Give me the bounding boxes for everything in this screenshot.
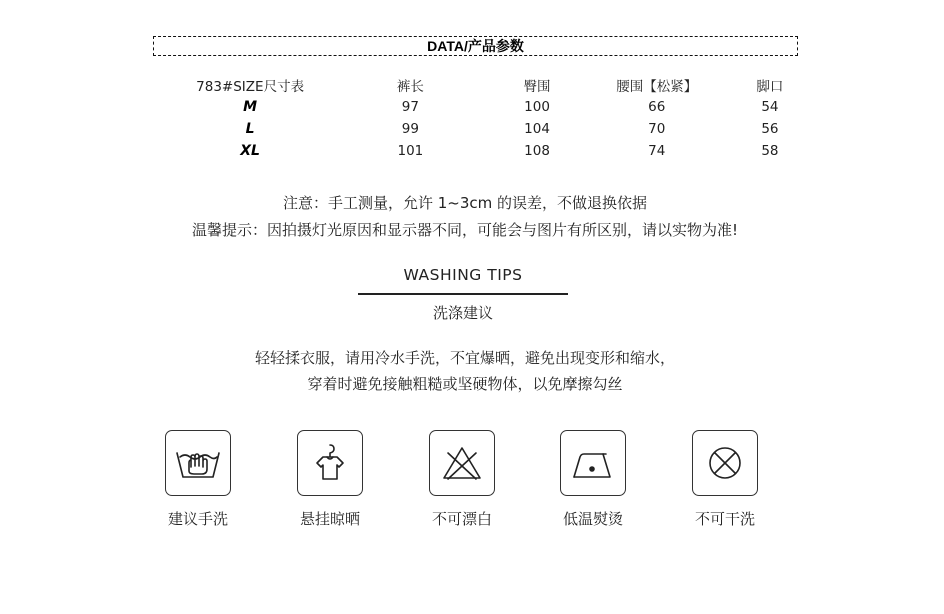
product-data-header [153, 36, 798, 56]
table-row [170, 96, 810, 118]
table-cell: 97 [401, 99, 419, 115]
table-cell: 74 [648, 143, 666, 159]
size-table [170, 74, 810, 162]
col-header-hip: 臀围 [523, 79, 551, 95]
care-icon-item [297, 430, 363, 528]
washing-tips-title: WASHING TIPS [403, 266, 523, 284]
low-iron-icon [560, 430, 626, 496]
table-cell: 100 [524, 99, 550, 115]
care-icon-item [165, 430, 231, 528]
washing-tips-subtitle: 洗涤建议 [432, 304, 493, 322]
table-cell: 101 [397, 143, 424, 159]
hang-dry-icon [297, 430, 363, 496]
table-cell: 66 [648, 99, 666, 115]
table-row [170, 118, 810, 140]
measurement-note: 注意：手工测量，允许 1~3cm 的误差，不做退换依据 [282, 194, 648, 212]
table-cell: 99 [401, 121, 419, 137]
care-label: 不可漂白 [431, 510, 492, 528]
table-row [170, 140, 810, 162]
col-header-size: 783#SIZE尺寸表 [196, 79, 305, 95]
size-label: M [243, 99, 258, 115]
care-icon-item [429, 430, 495, 528]
divider [358, 293, 568, 295]
table-cell: 70 [648, 121, 666, 137]
table-cell: 54 [761, 99, 779, 115]
hand-wash-icon [165, 430, 231, 496]
size-table-header-row [170, 74, 810, 96]
care-label: 建议手洗 [167, 510, 228, 528]
col-header-waist: 腰围【松紧】 [616, 79, 698, 95]
size-label: L [245, 121, 255, 137]
header-title: DATA/产品参数 [427, 38, 524, 54]
table-cell: 58 [761, 143, 779, 159]
care-icon-item [692, 430, 758, 528]
table-cell: 56 [761, 121, 779, 137]
care-label: 不可干洗 [694, 510, 755, 528]
table-cell: 108 [524, 143, 550, 159]
table-cell: 104 [524, 121, 550, 137]
no-bleach-icon [429, 430, 495, 496]
col-header-length: 裤长 [396, 79, 424, 95]
size-label: XL [240, 143, 260, 159]
care-instruction-1: 轻轻揉衣服，请用冷水手洗，不宜爆晒，避免出现变形和缩水， [254, 349, 675, 367]
no-dry-clean-icon [692, 430, 758, 496]
col-header-hem: 脚口 [756, 79, 784, 95]
display-note: 温馨提示：因拍摄灯光原因和显示器不同，可能会与图片有所区别，请以实物为准! [191, 221, 739, 239]
care-instruction-2: 穿着时避免接触粗糙或坚硬物体，以免摩擦勾丝 [307, 375, 623, 393]
care-icon-item [560, 430, 626, 528]
care-label: 低温熨烫 [562, 510, 623, 528]
care-label: 悬挂晾晒 [299, 510, 360, 528]
